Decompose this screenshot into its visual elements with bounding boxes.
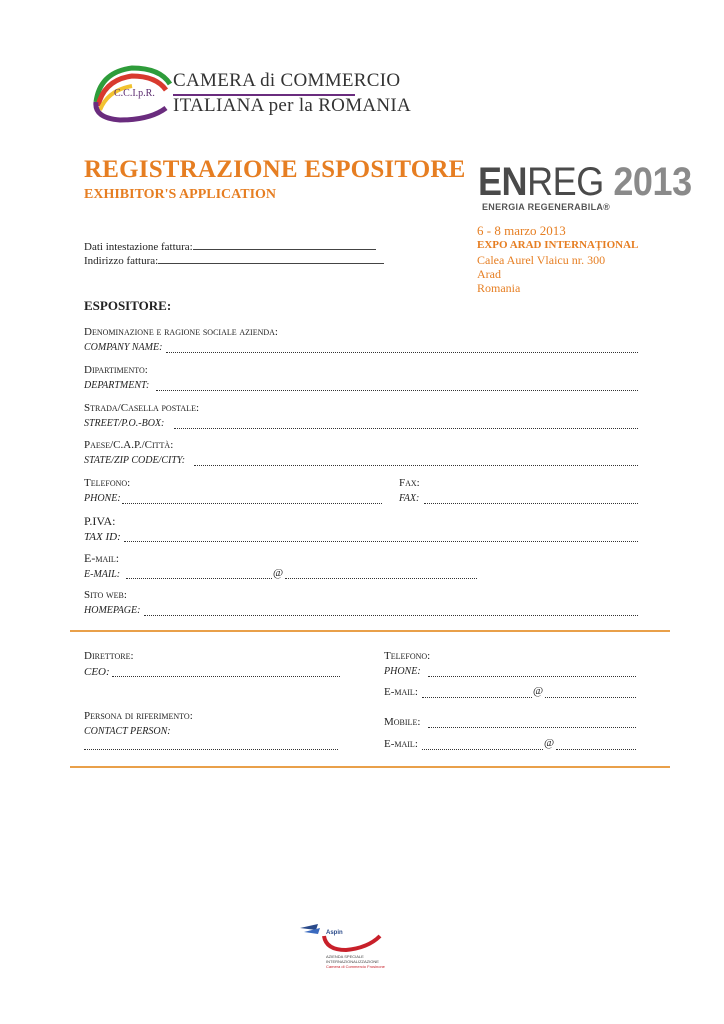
billing-name-field[interactable] <box>84 239 376 253</box>
event-logo-reg: REG <box>527 160 604 204</box>
contact-person-label-en: CONTACT PERSON: <box>84 726 171 737</box>
department-input[interactable] <box>156 390 638 391</box>
email-label: E-mail: <box>84 551 120 565</box>
mobile-label: Mobile: <box>384 716 421 728</box>
director-label: Direttore: <box>84 650 134 662</box>
section-divider-bottom <box>70 766 670 768</box>
contact-phone-label-en: PHONE: <box>384 666 421 677</box>
contact-email1-domain-input[interactable] <box>545 697 636 698</box>
contact-email2-domain-input[interactable] <box>556 749 636 750</box>
logo-line-1: CAMERA di COMMERCIO <box>173 70 401 91</box>
billing-address-label: Indirizzo fattura: <box>84 255 159 267</box>
web-label: Sito web: <box>84 589 127 601</box>
department-label-en: DEPARTMENT: <box>84 380 150 391</box>
email-domain-input[interactable] <box>285 578 477 579</box>
aspin-line-1: AZIENDA SPECIALE <box>326 954 364 959</box>
phone-input[interactable] <box>122 503 382 504</box>
event-logo-tagline: ENERGIA REGENERABILA® <box>482 202 611 212</box>
billing-address-field[interactable] <box>84 253 384 267</box>
section-heading: ESPOSITORE: <box>84 298 172 313</box>
vat-label-en: TAX ID: <box>84 531 121 543</box>
company-input[interactable] <box>166 352 638 353</box>
section-divider-top <box>70 630 670 632</box>
event-logo <box>478 160 692 204</box>
event-logo-year: 2013 <box>613 160 692 204</box>
aspin-line-2: INTERNAZIONALIZZAZIONE <box>326 959 379 964</box>
director-input[interactable] <box>112 676 340 677</box>
billing-name-line[interactable] <box>193 239 376 250</box>
vat-input[interactable] <box>124 541 638 542</box>
contact-person-input[interactable] <box>84 749 338 750</box>
event-venue: EXPO ARAD INTERNAȚIONAL <box>477 239 639 251</box>
company-label-en: COMPANY NAME: <box>84 342 163 353</box>
aspin-text <box>326 954 385 969</box>
event-logo-en: EN <box>478 160 528 204</box>
fax-input[interactable] <box>424 503 638 504</box>
web-label-en: HOMEPAGE: <box>84 605 141 616</box>
billing-name-label: Dati intestazione fattura: <box>84 241 193 253</box>
department-label: Dipartimento: <box>84 364 148 376</box>
contact-email1-label: E-mail: <box>384 686 418 698</box>
aspin-line-3: Camera di Commercio Frosinone <box>326 964 385 969</box>
event-dates: 6 - 8 marzo 2013 <box>477 223 566 238</box>
country-label: Paese/C.A.P./Città: <box>84 439 174 451</box>
logo-line-2: ITALIANA per la ROMANIA <box>173 95 412 116</box>
street-input[interactable] <box>174 428 638 429</box>
contact-phone-label: Telefono: <box>384 650 431 662</box>
phone-label: Telefono: <box>84 477 131 489</box>
contact-email1-at: @ <box>533 685 544 697</box>
contact-email1-user-input[interactable] <box>422 697 532 698</box>
country-input[interactable] <box>194 465 638 466</box>
logo-abbr: C.C.I.p.R. <box>114 88 155 99</box>
contact-person-label: Persona di riferimento: <box>84 710 193 722</box>
aspin-brand: Aspin <box>326 930 343 936</box>
fax-label: Fax: <box>399 477 420 489</box>
street-label-en: STREET/P.O.-BOX: <box>84 418 165 429</box>
country-label-en: STATE/ZIP CODE/CITY: <box>84 455 186 466</box>
contact-email2-label: E-mail: <box>384 738 418 750</box>
event-city: Arad <box>477 267 501 281</box>
contact-email2-at: @ <box>544 737 555 749</box>
event-country: Romania <box>477 281 521 295</box>
fax-label-en: FAX: <box>399 493 420 504</box>
email-label-en: E-MAIL: <box>84 569 121 580</box>
page-title: REGISTRAZIONE ESPOSITORE <box>84 156 466 183</box>
phone-label-en: PHONE: <box>84 493 121 504</box>
contact-phone-input[interactable] <box>428 676 636 677</box>
director-label-en: CEO: <box>84 666 110 678</box>
mobile-input[interactable] <box>428 727 636 728</box>
billing-address-line[interactable] <box>158 253 384 264</box>
email-user-input[interactable] <box>126 578 272 579</box>
email-at: @ <box>273 567 284 579</box>
page-subtitle: EXHIBITOR'S APPLICATION <box>84 187 277 202</box>
contact-email2-user-input[interactable] <box>422 749 543 750</box>
event-address: Calea Aurel Vlaicu nr. 300 <box>477 253 606 267</box>
company-label: Denominazione e ragione sociale azienda: <box>84 326 278 338</box>
web-input[interactable] <box>144 615 638 616</box>
street-label: Strada/Casella postale: <box>84 402 200 414</box>
vat-label: P.IVA: <box>84 514 116 528</box>
